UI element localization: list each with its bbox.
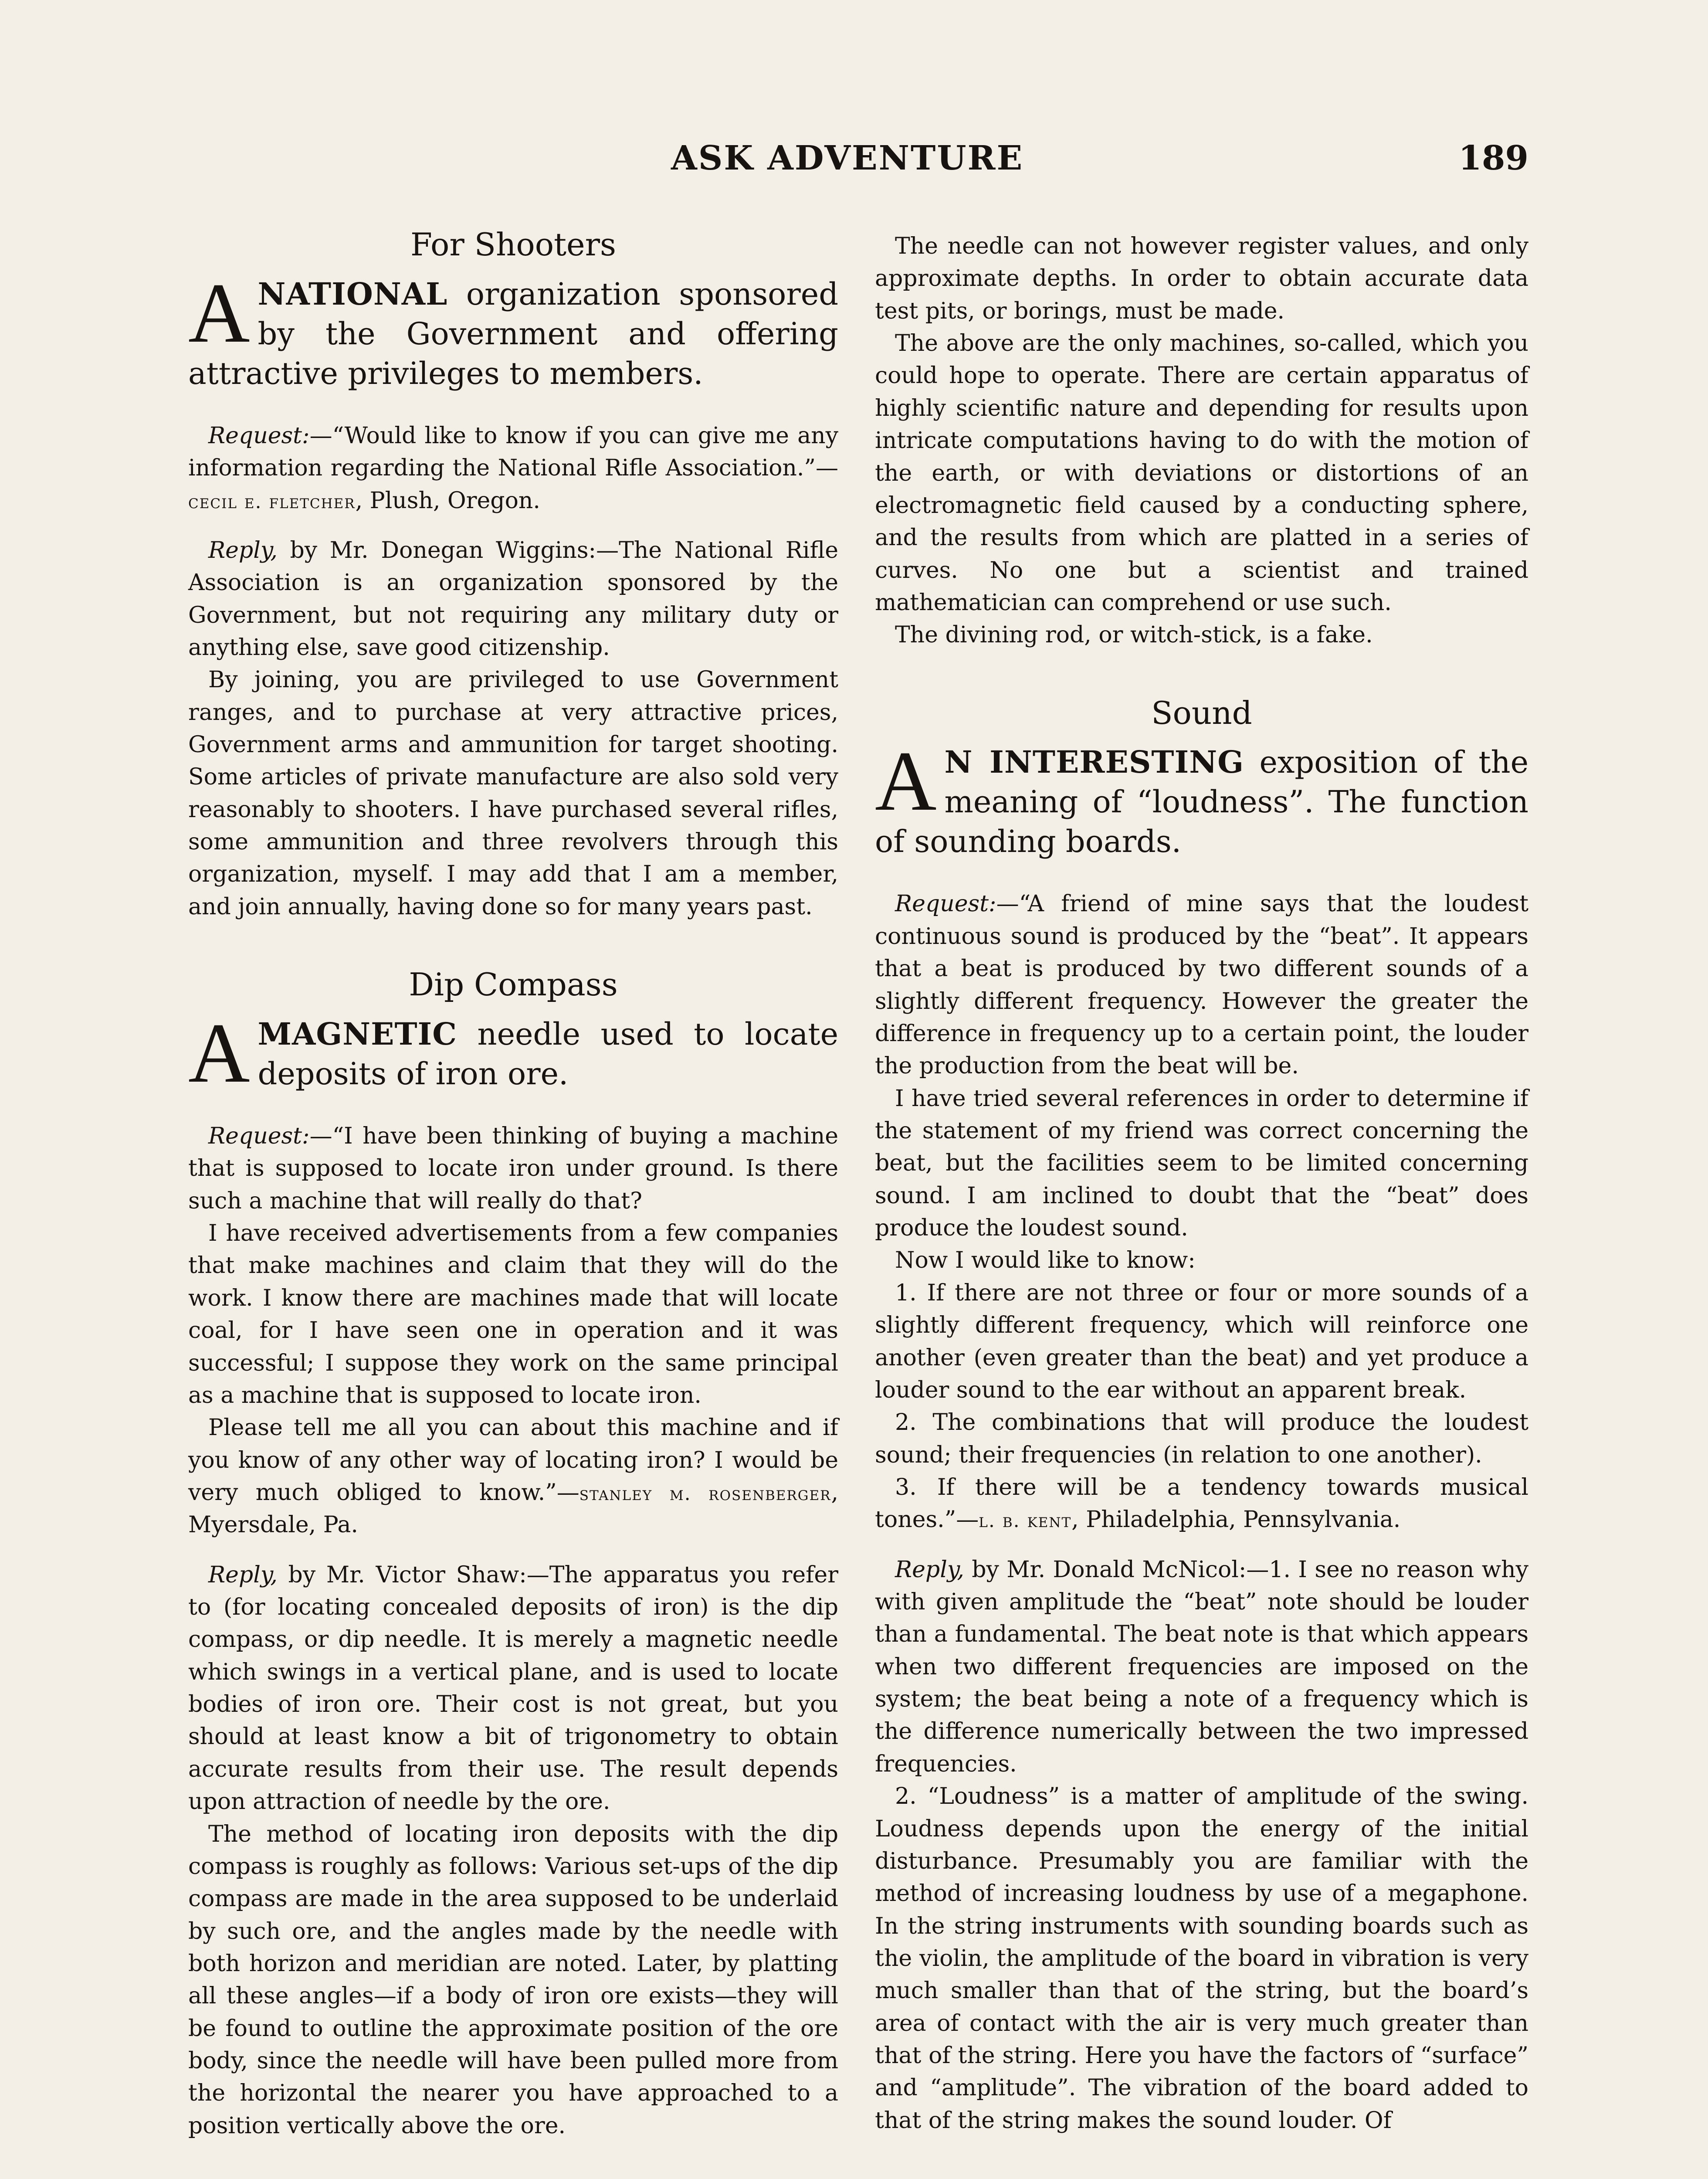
author-name: stanley m. rosenberger	[579, 1482, 831, 1505]
section-title-sound: Sound	[1151, 694, 1252, 731]
question-item: 1. If there are not three or four or more sounds of a slightly different frequency, which will reinforce one another (even greater than the beat) and yet produce a louder sound to the ear without an apparent break.	[875, 1280, 1528, 1403]
body-paragraph: By joining, you are privileged to use Government ranges, and to purchase at very attractive prices, Government arms and ammunition for target shooting. Some articles of private manufacture are also sold very reasonably to shooters. I have purchased several rifles, some ammunition and three revolvers through this organization, myself. I may add that I am a member, and join annually, having done so for many years past.	[188, 667, 838, 920]
drop-cap: A	[875, 734, 937, 829]
running-head: ASK ADVENTURE	[671, 139, 1024, 178]
body-paragraph: The needle can not however register values, and only approximate depths. In order to obtain accurate data test pits, or borings, must be made.	[875, 233, 1528, 324]
section-title-shooters: For Shooters	[410, 226, 616, 263]
drop-cap: A	[188, 1005, 250, 1100]
body-paragraph: The method of locating iron deposits with the dip compass is roughly as follows: Various set-ups of the dip compass are made in the area supposed to be underlaid by such ore, and the angles made by the needle with both horizon and meridian are noted. Later, by platting all these angles—if a body of iron ore exists—they will be found to outline the approximate position of the ore body, since the needle will have been pulled more from the horizontal the nearer you have approached to a position vertically above the ore.	[188, 1821, 838, 2139]
body-paragraph: 2. “Loudness” is a matter of amplitude of the swing. Loudness depends upon the energy of the initial disturbance. Presumably you are familiar with the method of increasing loudness by use of a megaphone. In the string instruments with sounding boards such as the violin, the amplitude of the board in vibration is very much smaller than that of the string, but the board’s area of contact with the air is very much greater than that of the string. Here you have the factors of “surface” and “amplitude”. The vibration of the board added to that of the string makes the sound louder. Of	[875, 1783, 1528, 2134]
summary-shooters: ANATIONAL organization sponsored by the Government and offering attractive privileges to members.	[188, 265, 838, 391]
body-paragraph: I have tried several references in order to determine if the statement of my friend was correct concerning the beat, but the facilities seem to be limited concerning sound. I am inclined to doubt that the “beat” does produce the loudest sound.	[875, 1085, 1528, 1242]
author-name: l. b. kent	[979, 1510, 1072, 1532]
request-paragraph: Request:—“I have been thinking of buying a machine that is supposed to locate iron under ground. Is there such a machine that will really do that?	[188, 1123, 838, 1214]
body-paragraph: The above are the only machines, so-called, which you could hope to operate. There are certain apparatus of highly scientific nature and depending for results upon intricate computations having to do with the motion of the earth, or with deviations or distortions of an electromagnetic field caused by a conducting sphere, and the results from which are platted in a series of curves. No one but a scientist and trained mathematician can comprehend or use such.	[875, 330, 1528, 616]
reply-paragraph: Reply, by Mr. Donald McNicol:—1. I see no reason why with given amplitude the “beat” note should be louder than a fundamental. The beat note is that which appears when two different frequencies are imposed on the system; the beat being a note of a frequency which is the difference numerically between the two impressed frequencies.	[875, 1556, 1528, 1777]
body-paragraph: Now I would like to know:	[895, 1247, 1196, 1274]
drop-cap: A	[188, 265, 250, 360]
body-paragraph: The divining rod, or witch-stick, is a fake.	[895, 622, 1373, 648]
request-paragraph: Request:—“A friend of mine says that the loudest continuous sound is produced by the “beat”. It appears that a beat is produced by two different sounds of a slightly different frequency. However the greater the difference in frequency up to a certain point, the louder the production from the beat will be.	[875, 891, 1528, 1079]
question-item: 2. The combinations that will produce the loudest sound; their frequencies (in relation to one another).	[875, 1409, 1528, 1468]
author-name: cecil e. fletcher	[188, 490, 356, 513]
reply-paragraph: Reply, by Mr. Victor Shaw:—The apparatus you refer to (for locating concealed deposits of iron) is the dip compass, or dip needle. It is merely a magnetic needle which swings in a vertical plane, and is used to locate bodies of iron ore. Their cost is not great, but you should at least know a bit of trigonometry to obtain accurate results from their use. The result depends upon attraction of needle by the ore.	[188, 1561, 838, 1815]
right-column	[875, 230, 1528, 2137]
summary-dip-compass: AMAGNETIC needle used to locate deposits of iron ore.	[188, 1005, 838, 1100]
page-number: 189	[1458, 139, 1528, 178]
left-column	[188, 227, 838, 2142]
body-paragraph: Please tell me all you can about this machine and if you know of any other way of locating iron? I would be very much obliged to know.”—stanley m. rosenberger, Myersdale, Pa.	[188, 1415, 838, 1538]
question-item: 3. If there will be a tendency towards musical tones.”—l. b. kent, Philadelphia, Pennsylvania.	[875, 1474, 1528, 1533]
reply-paragraph: Reply, by Mr. Donegan Wiggins:—The National Rifle Association is an organization sponsored by the Government, but not requiring any military duty or anything else, save good citizenship.	[188, 537, 838, 661]
request-paragraph: Request:—“Would like to know if you can give me any information regarding the National Rifle Association.”—cecil e. fletcher, Plush, Oregon.	[188, 422, 838, 514]
summary-sound: A N INTERESTING exposition of the meaning of “loudness”. The function of sounding boards.	[875, 734, 1528, 860]
body-paragraph: I have received advertisements from a few companies that make machines and claim that they will do the work. I know there are machines made that will locate coal, for I have seen one in operation and it was successful; I suppose they work on the same principal as a machine that is supposed to locate iron.	[188, 1220, 838, 1409]
section-title-dip-compass: Dip Compass	[409, 966, 618, 1003]
